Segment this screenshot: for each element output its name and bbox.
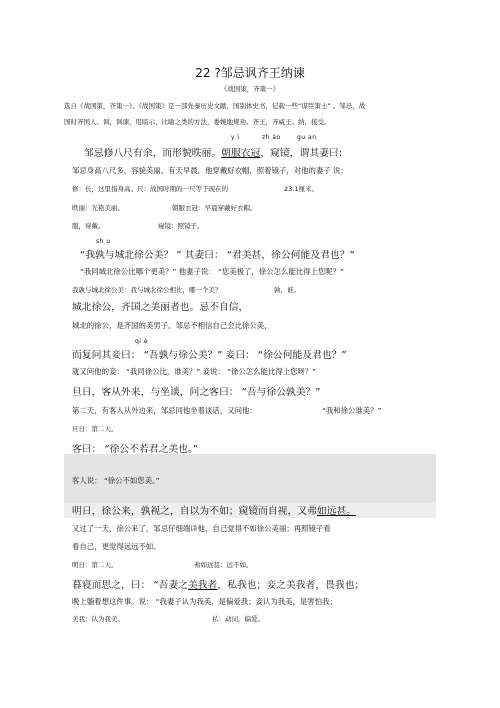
page-title: 22 ?邹忌讽齐王纳谏 (195, 66, 305, 80)
classical-text-line: 城北徐公，齐国之美丽者也。忌不自信， (72, 302, 249, 313)
note-line: 窥镜：照镜子。 (158, 222, 204, 230)
page-subtitle: 《战国策，齐策一》 (220, 85, 280, 93)
classical-text-line (72, 503, 356, 517)
classical-text-line (72, 577, 364, 591)
translation-line: “我同城北徐公比哪个更美？” 他妻子说： “您美极了，徐公怎么能比得上您呢？” (80, 267, 344, 276)
note-line: 孰，谁。 (274, 286, 300, 294)
classical-text: 邹忌修八尺有余，而形貌昳丽。 (84, 148, 222, 159)
note-line: 服，穿戴。 (72, 222, 105, 230)
pinyin-annotation: y ì (231, 134, 240, 141)
classical-text-line (84, 145, 342, 159)
underlined-phrase: 如远甚。 (316, 506, 357, 517)
translation-line: 客人说： “徐公不如您美。” (72, 476, 160, 485)
classical-text: 暮寝而思之，曰： “吾妻之 (72, 580, 188, 591)
pinyin-annotation: qi è (135, 338, 149, 345)
note-line: 旦日：第二天。 (72, 425, 118, 433)
translation-line: 第二天，有客人从外边来，邹忌同他坐着谈话，又问他： (72, 406, 257, 415)
translation-line: 看自己，更觉得远远不如。 (72, 542, 161, 551)
note-line: 朝服衣冠：早晨穿戴好衣帽。 (172, 204, 257, 212)
note-line: 美我：认为我美。 (72, 615, 124, 623)
note-line: 私：动词，偏爱。 (212, 615, 264, 623)
classical-text-line: 而复问其妾曰： “吾孰与徐公美？” 妾曰： “徐公何能及君也？” (72, 350, 347, 361)
note-line: 昳丽：光艳美丽。 (72, 204, 124, 212)
note-line: 23.1厘米。 (284, 185, 318, 193)
translation-line: 就又问他的妾： “我同徐公比，谁美？” 妾说： “徐公怎么能比得上您呀？” (72, 367, 317, 376)
classical-text: ，私我也；妾之美我者，畏我也； (217, 580, 365, 591)
translation-line: 晚上躺着想这件事。说： “我妻子认为我美，是偏爱我；妾认为我美，是害怕我； (72, 597, 337, 606)
pinyin-annotation: zh ào (262, 134, 281, 141)
translation-line: 又过了一天，徐公来了，邹忌仔细端详他，自己觉得不如徐公美丽；再照镜子看 (72, 524, 331, 533)
translation-line: 邹忌身高八尺多，容貌美丽。有天早晨，他穿戴好衣帽，照着镜子，对他的妻子 说： (72, 166, 348, 175)
underlined-phrase: 美我者 (187, 580, 218, 591)
classical-text: ，窥镜，谓其妻曰: (260, 148, 343, 159)
pinyin-annotation: gu an (297, 134, 317, 141)
intro-line-2: 国时齐国人。讽，讽谏，用暗示、比喻之类的方法，委婉地规劝。齐王，齐威王。纳，接受。 (64, 118, 331, 126)
classical-text: 明日，徐公来，孰视之，自以为不如；窥镜而自视，又弗 (72, 506, 317, 517)
classical-text-line: 旦日，客从外来，与坐谈，问之客曰： “吾与徐公孰美？” (72, 387, 321, 398)
note-line: 弗如远甚：远不如。 (194, 561, 253, 569)
note-line: 明日：第二天。 (72, 561, 118, 569)
note-line: 修：长，这里指身高。尺：战国时期的一尺等于现在的 (72, 185, 228, 193)
classical-text-line: 客曰： “徐公不若君之美也。” (72, 444, 198, 455)
translation-line: “我和徐公谁美？” (322, 406, 382, 415)
note-line: 我孰与城北徐公美：我与城北徐公相比，哪一个美？ (72, 286, 222, 294)
intro-line-1: 选自《战国策，齐策一》。《战国策》是一部先秦历史文献，国别体史书，记载一些“谋臣策士” 。邹忌，战 (64, 102, 366, 110)
classical-text-line: “我孰与城北徐公美？ ” 其妻曰： “君美甚，徐公何能及君也？” (80, 250, 355, 261)
underlined-phrase: 朝服衣冠 (221, 148, 261, 159)
translation-line: 城北的徐公，是齐国的美男子。邹忌不相信自己会比徐公美， (72, 321, 272, 330)
pinyin-annotation: sh u (96, 238, 111, 245)
